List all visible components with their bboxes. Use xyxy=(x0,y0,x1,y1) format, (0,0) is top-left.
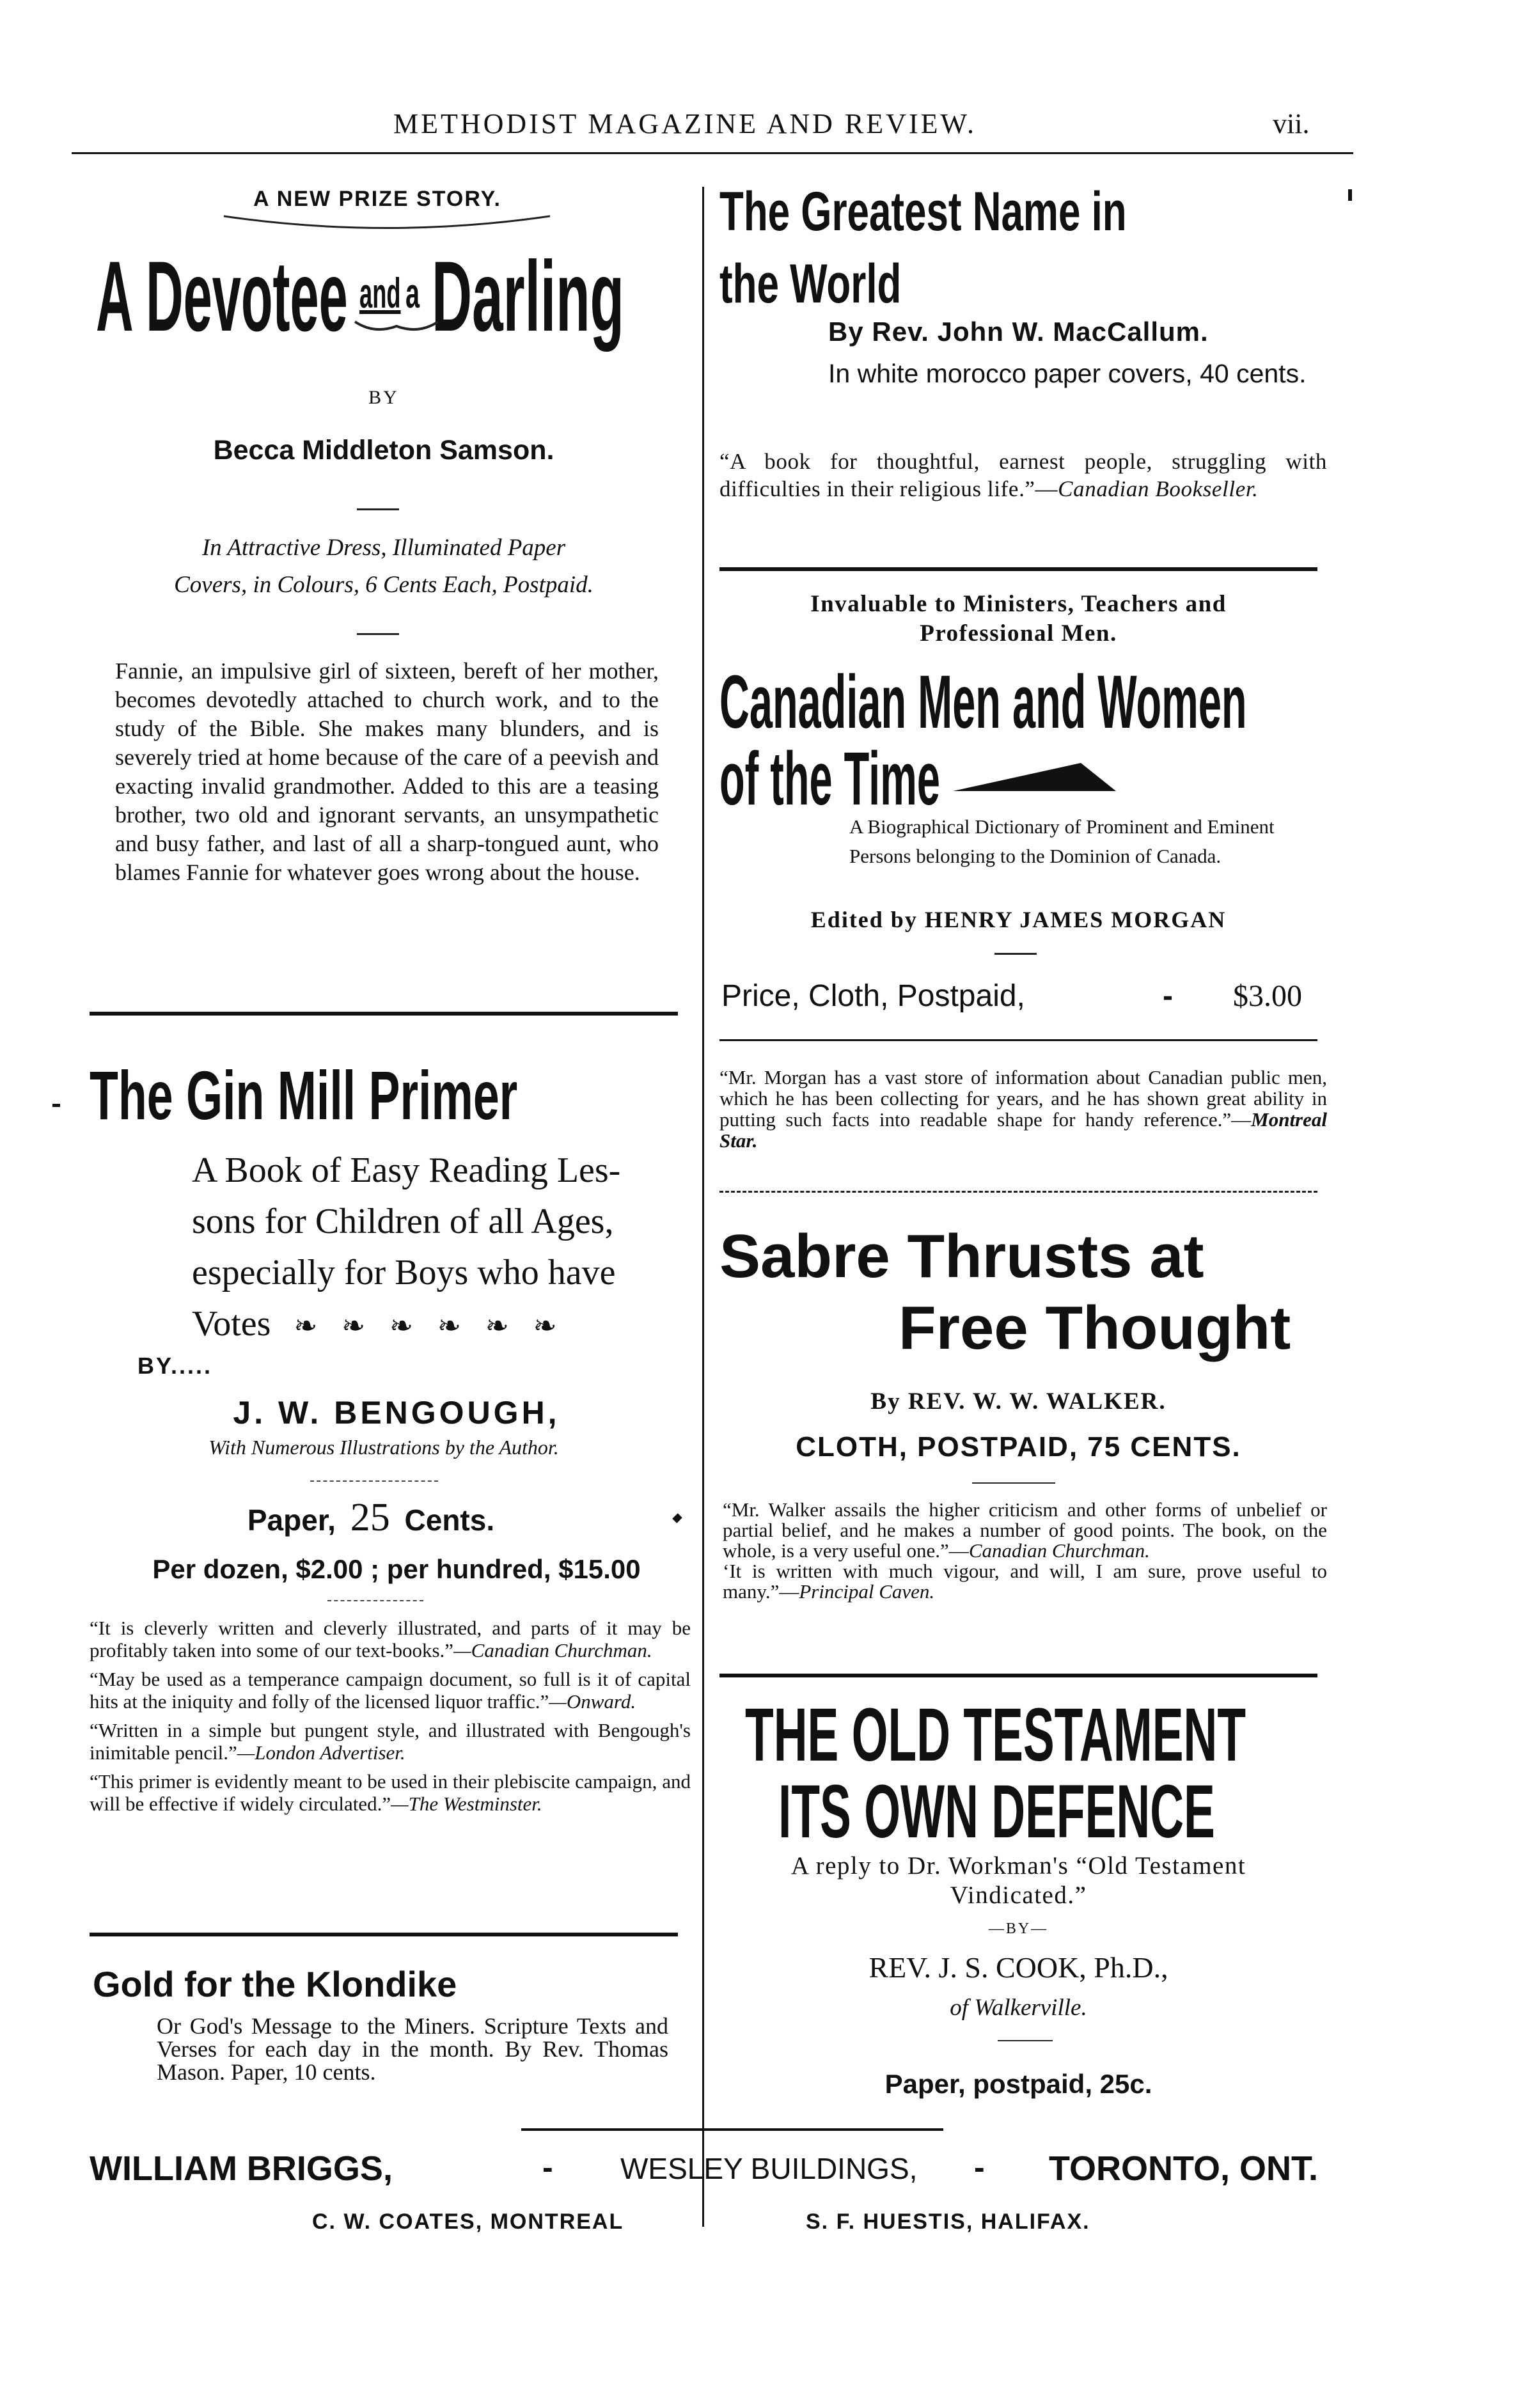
header-rule xyxy=(72,152,1353,154)
old-testament-by: —BY— xyxy=(988,1920,1049,1937)
devotee-author: Becca Middleton Samson. xyxy=(213,435,554,466)
sabre-price: CLOTH, POSTPAID, 75 CENTS. xyxy=(796,1431,1241,1463)
footer-publisher-line: WILLIAM BRIGGS, - WESLEY BUILDINGS, - TORONTO, ONT. xyxy=(90,2149,1319,2188)
separator xyxy=(310,1480,438,1482)
old-testament-reply: A reply to Dr. Workman's “Old Testament Vindicated.” xyxy=(790,1852,1246,1909)
section-rule xyxy=(90,1012,678,1016)
footer-rule xyxy=(521,2128,943,2131)
greatest-author: By Rev. John W. MacCallum. xyxy=(828,317,1209,347)
gin-mill-price: Paper, 25 Cents. xyxy=(247,1496,495,1539)
publisher-address: WESLEY BUILDINGS, xyxy=(620,2152,918,2185)
bullet-mark xyxy=(672,1513,682,1523)
canadian-title-l2: of the Time xyxy=(719,737,940,821)
old-testament-author: REV. J. S. COOK, Ph.D., xyxy=(868,1951,1168,1984)
gin-mill-quotes xyxy=(90,1617,691,1815)
section-rule xyxy=(90,1933,678,1936)
devotee-description: Fannie, an impulsive girl of sixteen, bereft of her mother, becomes devotedly attached to church work, and to the study of the Bible. She makes many blunders, and is severely tried at home because of the care of a peevish and exacting invalid grandmother. Added to this are a teasing brother, two old and ignorant servants, an unsympathetic and busy father, and last of all a sharp-tongued aunt, who blames Fannie for whatever goes wrong about the house. xyxy=(115,658,659,885)
greatest-format: In white morocco paper covers, 40 cents. xyxy=(828,359,1307,388)
devotee-format-l2: Covers, in Colours, 6 Cents Each, Postpaid. xyxy=(174,572,593,598)
klondike-title: Gold for the Klondike xyxy=(93,1964,457,2004)
devotee-title: A Devotee and a Darling xyxy=(96,241,624,352)
section-rule xyxy=(719,1039,1317,1041)
canadian-editor: Edited by HENRY JAMES MORGAN xyxy=(810,907,1227,932)
sabre-author: By REV. W. W. WALKER. xyxy=(870,1388,1167,1415)
running-title: METHODIST MAGAZINE AND REVIEW. xyxy=(393,108,977,139)
greatest-title-l2: the World xyxy=(719,253,902,315)
separator xyxy=(327,1600,423,1601)
gin-mill-by: BY..... xyxy=(138,1353,213,1379)
publisher-city: TORONTO, ONT. xyxy=(1049,2149,1319,2188)
title-swash xyxy=(953,758,1119,796)
canadian-description: A Biographical Dictionary of Prominent and Eminent Persons belonging to the Dominion of Canada. xyxy=(849,815,1275,867)
gin-mill-illustrations: With Numerous Illustrations by the Author. xyxy=(208,1436,559,1459)
dot-mark xyxy=(52,1104,60,1107)
quote-item: “Written in a simple but pungent style, and illustrated with Bengough's inimitable pencil.”—London Advertiser. xyxy=(90,1719,691,1764)
canadian-quote: “Mr. Morgan has a vast store of information about Canadian public men, which he has been collecting for years, and he has shown great ability in putting such facts into readable shape for handy reference.”—Montreal Star. xyxy=(719,1066,1327,1152)
old-testament-price: Paper, postpaid, 25c. xyxy=(884,2069,1152,2099)
section-rule xyxy=(719,1191,1317,1193)
gin-mill-dozen-price: Per dozen, $2.00 ; per hundred, $15.00 xyxy=(152,1554,641,1584)
greatest-title-l1: The Greatest Name in xyxy=(719,181,1127,242)
klondike-text: Or God's Message to the Miners. Scripture Texts and Verses for each day in the month. By Rev. Thomas Mason. Paper, 10 cents. xyxy=(157,2013,668,2085)
devotee-kicker: A NEW PRIZE STORY. xyxy=(253,187,501,211)
quote-item: “May be used as a temperance campaign document, so full is it of capital hits at the iniquity and folly of the licensed liquor traffic.”—Onward. xyxy=(90,1668,691,1713)
old-testament-title-l2: ITS OWN DEFENCE xyxy=(778,1770,1215,1854)
greatest-quote: “A book for thoughtful, earnest people, struggling with difficulties in their religious life.”—Canadian Bookseller. xyxy=(719,449,1327,501)
agent-montreal: C. W. COATES, MONTREAL xyxy=(312,2210,624,2234)
canadian-price: Price, Cloth, Postpaid, - $3.00 xyxy=(721,979,1302,1013)
quote-item: “This primer is evidently meant to be used in their plebiscite campaign, and will be effective if widely circulated.”—The Westminster. xyxy=(90,1770,691,1815)
quote-item: “It is cleverly written and cleverly illustrated, and parts of it may be profitably taken into some of our text-books.”—Canadian Churchman. xyxy=(90,1617,691,1661)
separator xyxy=(994,953,1037,955)
canadian-kicker: Invaluable to Ministers, Teachers and Professional Men. xyxy=(810,591,1227,647)
leaf-ornaments: ❧ ❧ ❧ ❧ ❧ ❧ xyxy=(294,1310,565,1342)
title-ornament xyxy=(352,317,441,336)
kicker-swash xyxy=(221,211,553,237)
gin-mill-author: J. W. BENGOUGH, xyxy=(233,1395,560,1431)
section-rule xyxy=(719,567,1317,571)
separator xyxy=(357,508,399,510)
canadian-title-l1: Canadian Men and Women xyxy=(719,660,1247,744)
devotee-format-l1: In Attractive Dress, Illuminated Paper xyxy=(201,535,566,561)
gin-mill-title: The Gin Mill Primer xyxy=(90,1056,518,1134)
section-rule xyxy=(719,1674,1317,1677)
page-number: vii. xyxy=(1273,108,1310,139)
old-testament-title-l1: THE OLD TESTAMENT xyxy=(745,1693,1246,1777)
old-testament-place: of Walkerville. xyxy=(950,1995,1087,2021)
publisher-name: WILLIAM BRIGGS, xyxy=(90,2149,393,2188)
sabre-quotes: “Mr. Walker assails the higher criticism and other forms of unbelief or partial belief, and he makes a number of good points. The book, on the whole, is a very useful one.”—Canadian Churchman. ‘It is written with much vigour, and will, I am sure, prove useful to many.”—Principal Caven. xyxy=(723,1498,1327,1603)
gin-mill-subtitle: A Book of Easy Reading Les- sons for Children of all Ages, especially for Boys who have Votes ❧ ❧ ❧ ❧ ❧ ❧ xyxy=(192,1150,621,1344)
separator xyxy=(998,2040,1053,2041)
sabre-title-l2: Free Thought xyxy=(899,1294,1291,1362)
sabre-title-l1: Sabre Thrusts at xyxy=(719,1222,1204,1291)
separator xyxy=(972,1482,1055,1484)
corner-mark xyxy=(1348,189,1352,201)
separator xyxy=(357,633,399,635)
column-divider xyxy=(702,187,704,2227)
devotee-by: BY xyxy=(368,387,399,408)
agent-halifax: S. F. HUESTIS, HALIFAX. xyxy=(806,2210,1090,2234)
